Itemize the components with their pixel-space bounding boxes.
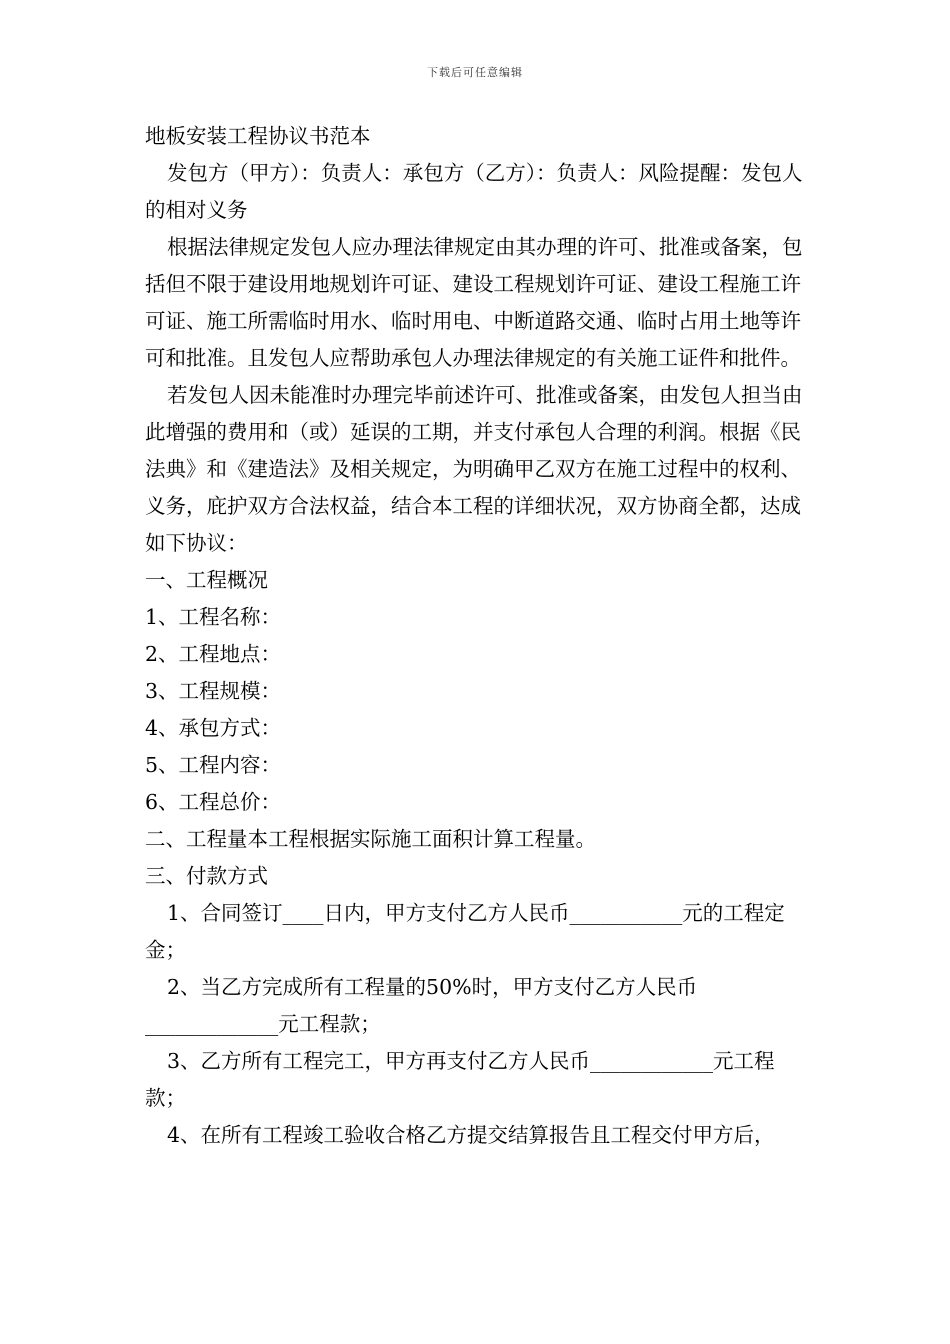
list-item: 2、工程地点：: [145, 642, 282, 666]
list-item: 6、工程总价：: [145, 790, 282, 814]
payment-clause: 4、在所有工程竣工验收合格乙方提交结算报告且工程交付甲方后，: [167, 1123, 775, 1147]
section-quantity: 二、工程量本工程根据实际施工面积计算工程量。: [145, 827, 596, 851]
list-item: 3、工程规模：: [145, 679, 282, 703]
document-title: 地板安装工程协议书范本: [145, 124, 371, 148]
document-body: [145, 118, 815, 1154]
payment-clause: 2、当乙方完成所有工程量的50%时，甲方支付乙方人民币_____________元工程款；: [145, 975, 698, 1036]
paragraph-obligations: 根据法律规定发包人应办理法律规定由其办理的许可、批准或备案，包括但不限于建设用地规划许可证、建设工程规划许可证、建设工程施工许可证、施工所需临时用水、临时用电、中断道路交通、临时占用土地等许可和批准。且发包人应帮助承包人办理法律规定的有关施工证件和批件。: [145, 235, 803, 370]
paragraph-agreement: 若发包人因未能准时办理完毕前述许可、批准或备案，由发包人担当由此增强的费用和（或）延误的工期，并支付承包人合理的利润。根据《民法典》和《建造法》及相关规定，为明确甲乙双方在施工过程中的权利、义务，庇护双方合法权益，结合本工程的详细状况，双方协商全都，达成如下协议：: [145, 383, 803, 555]
list-item: 5、工程内容：: [145, 753, 282, 777]
section-heading-payment: 三、付款方式: [145, 864, 268, 888]
list-item: 1、工程名称：: [145, 605, 282, 629]
payment-clause: 1、合同签订____日内，甲方支付乙方人民币___________元的工程定金；: [145, 901, 785, 962]
payment-clause: 3、乙方所有工程完工，甲方再支付乙方人民币____________元工程款；: [145, 1049, 775, 1110]
list-item: 4、承包方式：: [145, 716, 282, 740]
section-heading-overview: 一、工程概况: [145, 568, 268, 592]
paragraph-parties: 发包方（甲方）：负责人：承包方（乙方）：负责人：风险提醒：发包人的相对义务: [145, 161, 803, 222]
page-header: 下载后可任意编辑: [427, 66, 523, 79]
